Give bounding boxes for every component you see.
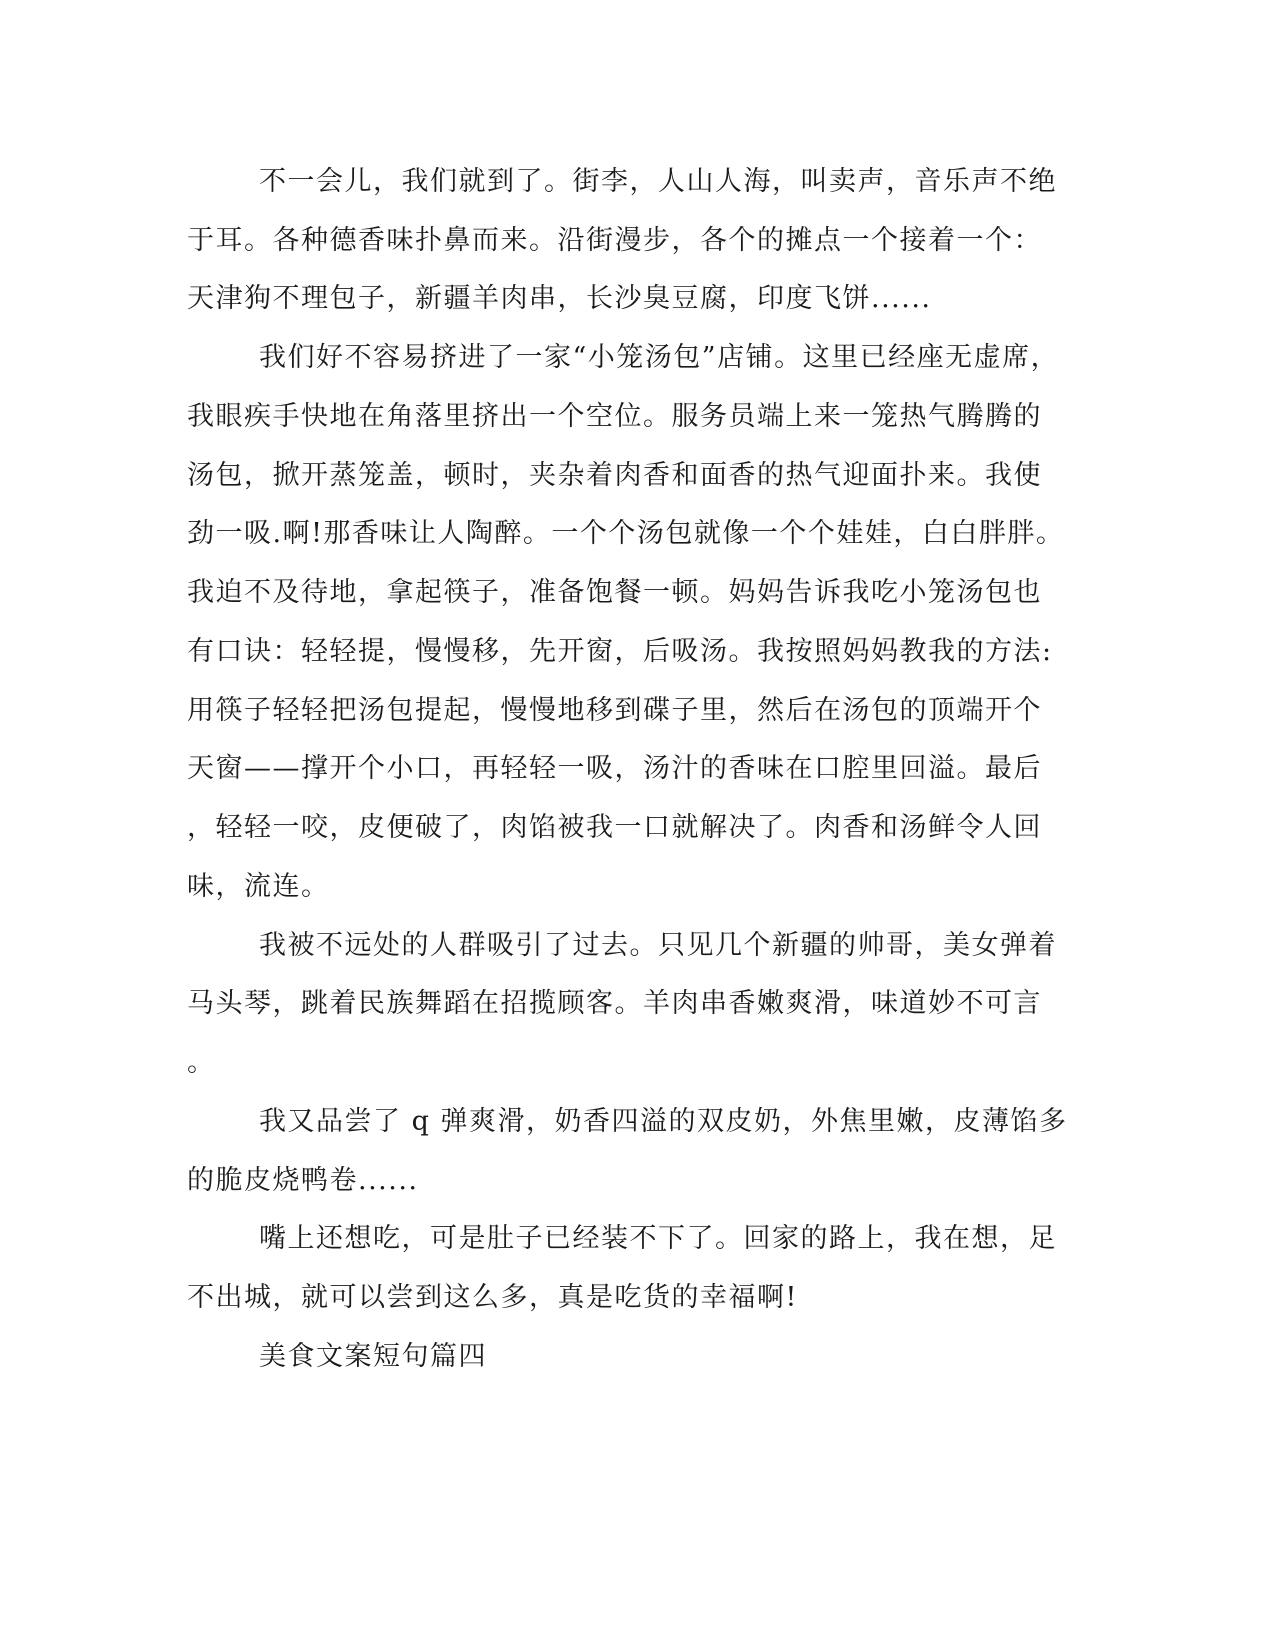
section-heading: 美食文案短句篇四 — [259, 1341, 487, 1372]
text-line: 马头琴，跳着民族舞蹈在招揽顾客。羊肉串香嫩爽滑，味道妙不可言 — [187, 988, 1042, 1019]
text-line: 我们好不容易挤进了一家“小笼汤包”店铺。这里已经座无虚席， — [259, 342, 1060, 373]
text-line: 不出城，就可以尝到这么多，真是吃货的幸福啊! — [187, 1282, 798, 1313]
text-line: 天津狗不理包子，新疆羊肉串，长沙臭豆腐，印度飞饼...... — [187, 283, 932, 314]
text-line: 我又品尝了 q 弹爽滑，奶香四溢的双皮奶，外焦里嫩，皮薄馅多 — [259, 1106, 1068, 1137]
text-line: 的脆皮烧鸭卷...... — [187, 1165, 419, 1196]
text-line: ，轻轻一咬，皮便破了，肉馅被我一口就解决了。肉香和汤鲜令人回 — [187, 812, 1042, 843]
text-line: 嘴上还想吃，可是肚子已经装不下了。回家的路上，我在想，足 — [259, 1223, 1057, 1254]
text-line: 我迫不及待地，拿起筷子，准备饱餐一顿。妈妈告诉我吃小笼汤包也 — [187, 577, 1042, 608]
text-line: 劲一吸.啊!那香味让人陶醉。一个个汤包就像一个个娃娃，白白胖胖。 — [187, 518, 1065, 549]
text-line: 天窗——撑开个小口，再轻轻一吸，汤汁的香味在口腔里回溢。最后 — [187, 753, 1042, 784]
text-line: 用筷子轻轻把汤包提起，慢慢地移到碟子里，然后在汤包的顶端开个 — [187, 695, 1042, 726]
text-line: 味，流连。 — [187, 871, 330, 902]
text-line: 不一会儿，我们就到了。街李，人山人海，叫卖声，音乐声不绝 — [259, 166, 1057, 197]
text-line: 我眼疾手快地在角落里挤出一个空位。服务员端上来一笼热气腾腾的 — [187, 401, 1042, 432]
text-line: 我被不远处的人群吸引了过去。只见几个新疆的帅哥，美女弹着 — [259, 930, 1057, 961]
text-line: 于耳。各种德香味扑鼻而来。沿街漫步，各个的摊点一个接着一个： — [187, 225, 1042, 256]
text-line: 有口诀：轻轻提，慢慢移，先开窗，后吸汤。我按照妈妈教我的方法: — [187, 636, 1053, 667]
text-line: 。 — [187, 1047, 216, 1078]
text-line: 汤包，掀开蒸笼盖，顿时，夹杂着肉香和面香的热气迎面扑来。我使 — [187, 460, 1042, 491]
